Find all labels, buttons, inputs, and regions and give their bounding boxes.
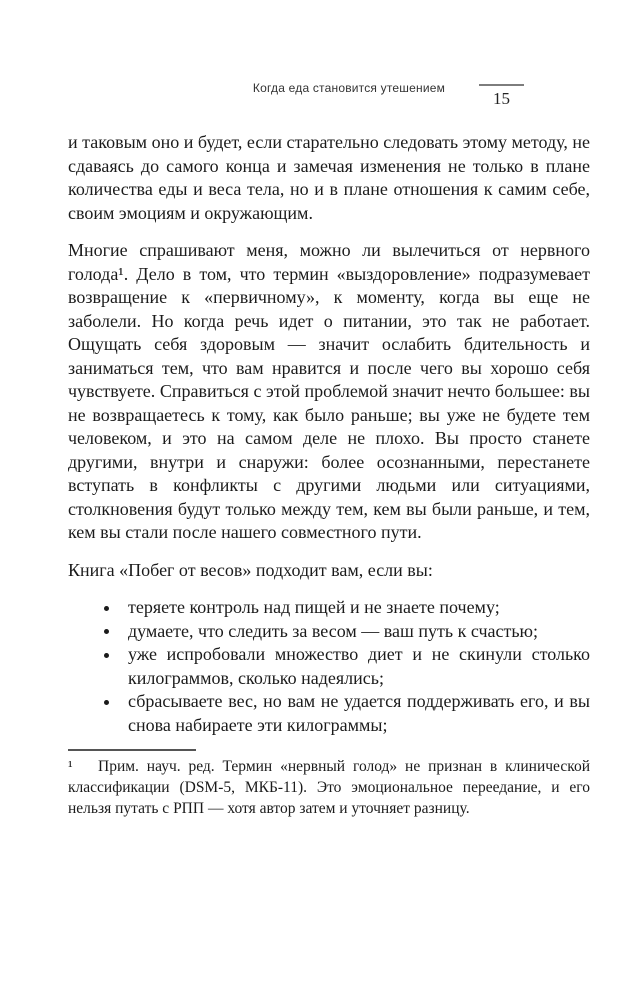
list-item [68,643,590,690]
list-item-text: думаете, что следить за весом — ваш путь к счастью; [128,620,539,641]
list-item [68,596,590,620]
footnote [68,749,590,819]
list-item [68,690,590,737]
text-block [68,131,590,819]
page-number: 15 [493,89,510,108]
running-header-title: Когда еда становится утешением [252,81,446,95]
list-item-text: сбрасываете вес, но вам не удается поддерживать его, и вы снова набираете эти килограммы; [128,691,590,735]
bullet-dot-icon [104,629,109,634]
bullet-dot-icon [104,653,109,658]
list-intro: Книга «Побег от весов» подходит вам, если вы: [68,559,433,580]
body-paragraph: и таковым оно и будет, если старательно следовать этому методу, не сдаваясь до самого конца и замечая изменения не только в плане количества еды и веса тела, но и в плане отношения к самим себе, своим эмоциям и окружающим. [68,132,590,223]
bullet-dot-icon [104,606,109,611]
list-item-text: уже испробовали множество диет и не скинули столько килограммов, сколько надеялись; [128,644,590,688]
page-number-block [479,84,524,109]
bullet-dot-icon [104,700,109,705]
list-item [68,620,590,644]
footnote-marker: ¹ [68,758,73,775]
footnote-separator [68,749,196,751]
body-paragraph: Многие спрашивают меня, можно ли вылечиться от нервного голода¹. Дело в том, что термин «выздоровление» подразумевает возвращение к «первичному», к моменту, когда вы еще не заболели. Но когда речь идет о питании, это так не работает. Ощущать себя здоровым — значит ослабить бдительность и заниматься тем, что вам нравится и после чего вы хорошо себя чувствуете. Справиться с этой проблемой значит нечто большее: вы не возвращаетесь к тому, как было раньше; вы уже не будете тем человеком, и это на самом деле не плохо. Вы просто станете другими, внутри и снаружи: более осознанными, перестанете вступать в конфликты с другими людьми или ситуациями, столкновения будут только между тем, кем вы были раньше, и тем, кем вы стали после нашего совместного пути. [68,240,590,542]
list-item-text: теряете контроль над пищей и не знаете почему; [128,597,500,617]
bullet-list [68,596,590,737]
footnote-text: Прим. науч. ред. Термин «нервный голод» не признан в клинической классификации (DSM-5, МКБ-11). Это эмоциональное переедание, и его нельзя путать с РПП — хотя автор затем и уточняет разницу. [68,758,590,817]
